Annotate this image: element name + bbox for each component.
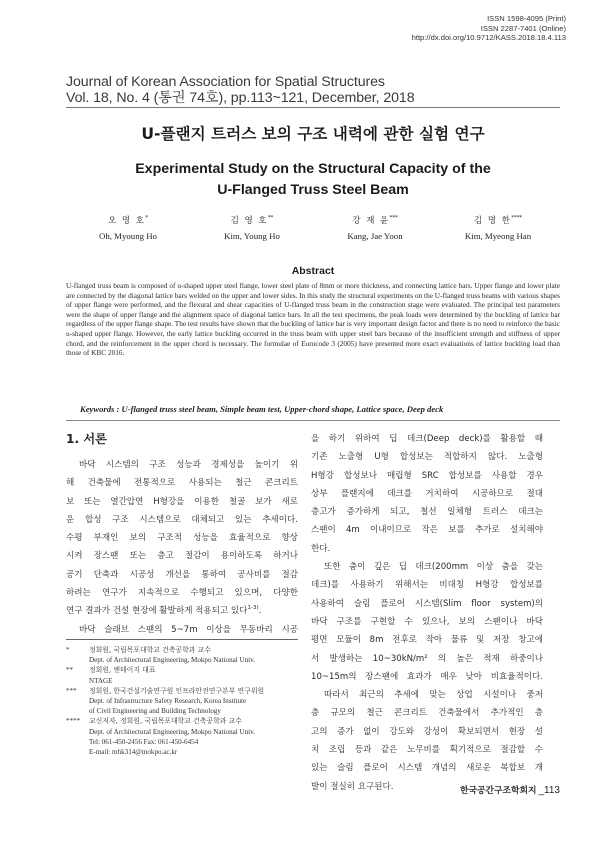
footnote-line: of Civil Engineering and Building Technology [89,707,221,716]
footer-journal-name: 한국공간구조학회지 [460,786,537,796]
page-number: _113 [538,785,560,796]
body-line: 따라서 최근의 추세에 맞는 상업 시설이나 중저 [324,690,543,701]
footnotes [66,645,306,757]
english-title-line-1: Experimental Study on the Structural Capacity of the [135,161,491,177]
footnote-line: NTAGE [89,676,113,685]
body-line: 있는 슬림 플로어 시스템 개념의 새로운 복합보 개 [311,763,543,774]
left-column-body [66,456,298,639]
footnote-email[interactable]: E-mail: mhk314@mokpo.ac.kr [89,748,178,757]
footnote [66,686,306,717]
footnote-mark: ** [66,666,74,675]
author [190,213,314,244]
author-mark: * [145,215,149,222]
author-english-name: Oh, Myoung Ho [99,231,157,241]
body-line: H형강 합성보나 매립형 SRC 합성보를 사용할 경우 [311,470,543,481]
journal-issue: Vol. 18, No. 4 (통권 74호), pp.113~121, December, 2018 [66,90,415,106]
keywords-divider [66,420,560,421]
body-line: 상부 플랜지에 데크를 거치하여 시공하므로 절대 [311,488,543,499]
body-line: 한다. [311,543,331,554]
body-line-text: 연구 결과가 건설 현장에 활발하게 적용되고 있다 [66,606,248,617]
korean-title: U-플랜지 트러스 보의 구조 내력에 관한 실험 연구 [141,125,485,143]
footnote-line: Dept. of Infrastructure Safety Research, Korea Institute [89,697,247,706]
body-line: 고의 증가 없이 강도와 강성이 확보되면서 현장 설 [311,726,543,737]
footnote [66,645,306,665]
footnote-line: Tel: 061-450-2456 Fax: 061-450-6454 [89,737,199,746]
author-mark: *** [389,215,398,222]
body-line: 공기 단축과 시공성 개선을 통하여 공사비를 절감 [66,569,298,580]
journal-header [66,74,414,106]
body-line: 바닥 슬래브 스팬의 5~7m 이상을 무동바리 시공 [79,624,298,635]
body-line: 발이 절실히 요구된다. [311,781,394,792]
journal-name: Journal of Korean Association for Spatial Structures [66,74,385,90]
body-line: 서 발생하는 10~30kN/m² 의 높은 적재 하중이나 [311,653,543,664]
body-line: 바닥 시스템의 구조 성능과 경제성을 높이기 위 [79,460,298,470]
body-line: 층고가 증가하게 되고, 철선 일체형 트러스 데크는 [311,507,543,518]
footnote [66,716,306,757]
body-line: 보 또는 열간압연 H형강을 이용한 철골 보가 새로 [66,496,298,507]
body-line: 하려는 연구가 지속적으로 수행되고 있으며, 다양한 [66,588,298,599]
body-line: 치 조립 등과 같은 노무비를 획기적으로 절감할 수 [311,745,543,756]
author-korean-name: 김 명 한 [473,216,512,226]
footnote-mark: *** [66,686,77,695]
author-english-name: Kang, Jae Yoon [347,231,403,241]
body-line: 평면 모듈이 8m 전후로 작아 물류 및 저장 창고에 [311,635,543,646]
footnote-line: Dept. of Architectural Engineering, Mokpo National Univ. [89,727,256,736]
english-title [66,159,560,201]
author-mark: **** [511,215,523,222]
author-korean-name: 김 영 호 [230,216,268,226]
footnote-line: 정회원, 국립목포대학교 건축공학과 교수 [89,646,211,654]
footnote-line: 정회원, 엔테이지 대표 [89,666,156,675]
body-line: 운 합성 구조 시스템으로 대체되고 있는 추세이다. [66,514,298,525]
body-line: 해 건축물에 전통적으로 사용되는 철근 콘크리트 [66,478,298,489]
section-heading-introduction: 1. 서론 [66,432,107,446]
body-line: 기존 노출형 U형 합성보는 적합하지 않다. 노출형 [311,452,543,463]
issn-print: ISSN 1598-4095 (Print) [487,14,566,23]
keywords: Keywords : U-flanged truss steel beam, Simple beam test, Upper-chord shape, Lattice space, Deep deck [80,404,444,414]
body-line: 을 하기 위하여 딥 데크(Deep deck)를 활용할 때 [311,434,543,444]
author [66,213,190,244]
footnote-line: 교신저자, 정회원, 국립목포대학교 건축공학과 교수 [89,717,242,726]
english-title-line-2: U-Flanged Truss Steel Beam [217,182,409,198]
author [313,213,437,244]
body-line: 수평 부재인 보의 구조적 성능을 효율적으로 향상 [66,533,298,544]
page-footer [460,783,560,796]
author [436,213,560,244]
footnote-line: 정회원, 한국건설기술연구원 인프라안전연구본부 연구위원 [89,686,265,695]
body-line: 연구 결과가 건설 현장에 활발하게 적용되고 있다$^{1-3)}$. [66,605,262,617]
issn-online: ISSN 2287-7401 (Online) [480,23,566,33]
author-english-name: Kim, Young Ho [224,231,280,241]
body-line: 시켜 장스팬 또는 층고 절감이 용이하도록 하거나 [66,551,298,562]
footnote-line: Dept. of Architectural Engineering, Mokpo National Univ. [89,656,256,665]
right-column-body [311,430,543,796]
issn-block [346,14,566,43]
body-line: 사용하여 슬림 플로어 시스템(Slim floor system)의 [311,598,543,609]
footnote-mark: **** [66,717,81,726]
body-line: 데크)를 사용하기 위해서는 비대칭 H형강 합성보를 [311,580,543,591]
reference-mark: 1-3) [247,605,259,612]
footnote-divider [66,639,298,640]
author-korean-name: 오 명 호 [107,216,146,226]
body-line: 10~15m의 장스팬에 효과가 매우 낮아 비효율적이다. [311,671,543,682]
body-line: 바닥 구조를 구현할 수 있으나, 보의 스팬이나 바닥 [311,616,543,627]
author-korean-name: 강 재 윤 [352,216,390,226]
footnote-mark: * [66,646,70,654]
abstract-heading: Abstract [291,265,335,277]
body-line: 스팬이 4m 이내이므로 작은 보를 추가로 설치해야 [311,525,543,536]
abstract-text: U-flanged truss beam is composed of u-shaped upper steel flange, lower steel plate of 8mm or more thickness, and connecting lattice bars. Upper flange and lower plate are connected by the diagonal lattice bars welded on the upper and lower sides. In this study the structural experiments on the U-flanged truss beams with various shapes of upper flange were performed, and the flexural and shear capacities of U-flanged truss beam in the construction stage were evaluated. The principal test parameters were the shape of upper flange and the alignment space of diagonal lattice bars. In all the test specimens, the peak loads were determined by the buckling of lattice bar regardless of the upper flange shape. The test results have shown that the buckling of lattice bar is very important design factor and there is no need to reinforce the basic u-shaped upper flange. However, the early lattice buckling occurred in the truss beam with upper steel bars because of the insufficient strength and stiffness of upper chord, and the reinforcement in the upper chord is necessary. The formulae of Eurocode 3 (2005) have presented more exact evaluations of lattice buckling load than those of KBC 2016. [66,281,560,358]
footnote [66,665,306,685]
header-divider [66,107,560,108]
body-line: 층 규모의 철근 콘크리트 건축물에서 추가적인 층 [311,708,543,719]
doi-link[interactable]: http://dx.doi.org/10.9712/KASS.2018.18.4.113 [411,33,566,43]
author-mark: ** [267,215,274,222]
body-line: 또한 춤이 깊은 딥 데크(200mm 이상 춤을 갖는 [324,562,543,573]
author-list [66,213,560,243]
author-english-name: Kim, Myeong Han [464,231,532,241]
